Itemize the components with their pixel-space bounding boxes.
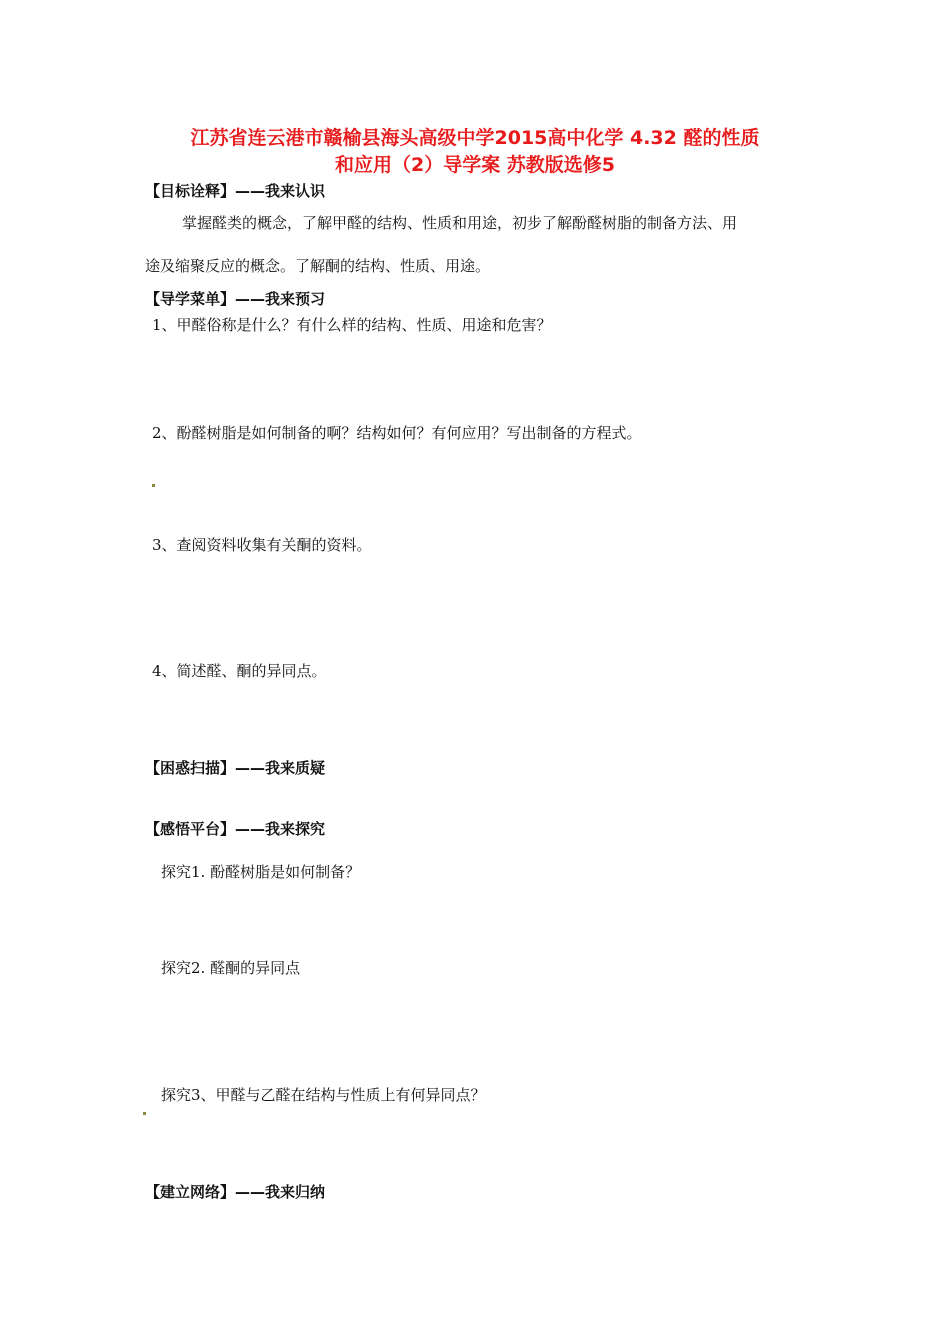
explore-item-3: 探究3、甲醛与乙醛在结构与性质上有何异同点？ [161,1086,486,1104]
section-heading-goals: 【目标诠释】——我来认识 [145,182,326,200]
menu-question-3: 3、查阅资料收集有关酮的资料。 [152,536,372,554]
stray-mark [143,1112,146,1115]
explore-item-2: 探究2. 醛酮的异同点 [161,959,301,977]
goals-paragraph-line-1: 掌握醛类的概念，了解甲醛的结构、性质和用途，初步了解酚醛树脂的制备方法、用 [182,214,738,232]
stray-mark [152,484,155,487]
section-heading-doubts: 【困惑扫描】——我来质疑 [145,759,326,777]
menu-question-4: 4、简述醛、酮的异同点。 [152,662,327,680]
menu-question-1: 1、甲醛俗称是什么？有什么样的结构、性质、用途和危害？ [152,316,552,334]
goals-paragraph-line-2: 途及缩聚反应的概念。了解酮的结构、性质、用途。 [145,257,491,275]
section-heading-explore: 【感悟平台】——我来探究 [145,820,326,838]
explore-item-1: 探究1. 酚醛树脂是如何制备？ [161,863,361,881]
section-heading-menu: 【导学菜单】——我来预习 [145,290,326,308]
menu-question-2: 2、酚醛树脂是如何制备的啊？结构如何？有何应用？写出制备的方程式。 [152,424,642,442]
section-heading-network: 【建立网络】——我来归纳 [145,1183,326,1201]
document-title-line-1: 江苏省连云港市赣榆县海头高级中学2015高中化学 4.32 醛的性质 [190,127,760,149]
document-title-line-2: 和应用（2）导学案 苏教版选修5 [334,154,616,176]
